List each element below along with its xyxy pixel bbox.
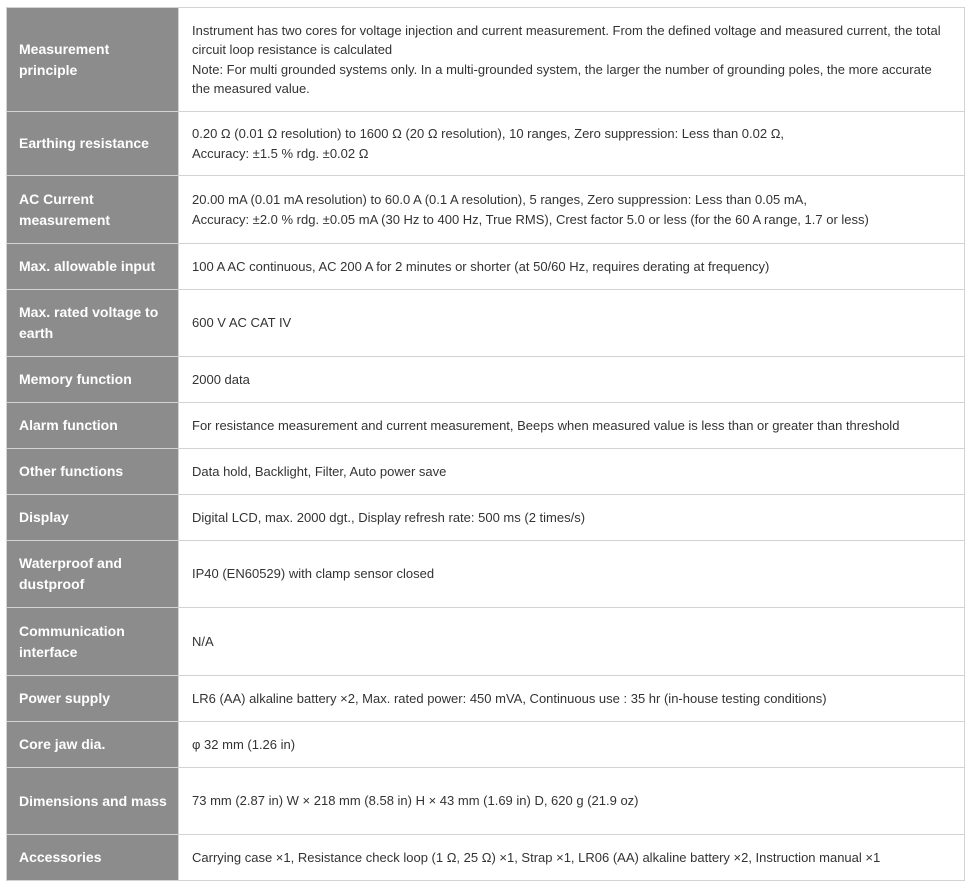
spec-label: Max. rated voltage to earth [7, 290, 179, 357]
spec-label: Alarm function [7, 403, 179, 449]
spec-row [7, 403, 965, 449]
spec-row [7, 244, 965, 290]
spec-value [179, 403, 965, 449]
spec-row [7, 176, 965, 244]
spec-value [179, 768, 965, 835]
spec-label: Power supply [7, 676, 179, 722]
spec-value-line: Digital LCD, max. 2000 dgt., Display refresh rate: 500 ms (2 times/s) [192, 509, 586, 525]
specifications-table [6, 7, 965, 881]
spec-label: Display [7, 495, 179, 541]
spec-value [179, 8, 965, 112]
spec-label: Memory function [7, 357, 179, 403]
specifications-table-body [7, 8, 965, 881]
spec-value-line: 20.00 mA (0.01 mA resolution) to 60.0 A (0.1 A resolution), 5 ranges, Zero suppression: Less than 0.05 mA, [192, 192, 807, 207]
spec-value-line: IP40 (EN60529) with clamp sensor closed [192, 566, 435, 582]
spec-row [7, 290, 965, 357]
spec-value [179, 112, 965, 176]
spec-row [7, 835, 965, 881]
spec-row [7, 676, 965, 722]
spec-value [179, 541, 965, 608]
spec-value [179, 495, 965, 541]
spec-row [7, 449, 965, 495]
spec-value [179, 290, 965, 357]
spec-value-line: LR6 (AA) alkaline battery ×2, Max. rated power: 450 mVA, Continuous use : 35 hr (in-house testing conditions) [192, 690, 827, 706]
spec-value [179, 608, 965, 676]
spec-value [179, 676, 965, 722]
spec-value-line: Accuracy: ±2.0 % rdg. ±0.05 mA (30 Hz to 400 Hz, True RMS), Crest factor 5.0 or less (for the 60 A range, 1.7 or less) [192, 211, 869, 227]
spec-value-line: Note: For multi grounded systems only. In a multi-grounded system, the larger the number of grounding poles, the more accurate the measured value. [192, 61, 932, 96]
spec-label: Core jaw dia. [7, 722, 179, 768]
spec-row [7, 112, 965, 176]
spec-row [7, 495, 965, 541]
spec-label: Waterproof and dustproof [7, 541, 179, 608]
spec-row [7, 722, 965, 768]
spec-label: Max. allowable input [7, 244, 179, 290]
spec-value-line: 2000 data [192, 371, 250, 387]
spec-value-line: 100 A AC continuous, AC 200 A for 2 minutes or shorter (at 50/60 Hz, requires derating at frequency) [192, 258, 770, 274]
spec-label: AC Current measurement [7, 176, 179, 244]
spec-value [179, 722, 965, 768]
spec-value [179, 449, 965, 495]
spec-value-line: 0.20 Ω (0.01 Ω resolution) to 1600 Ω (20 Ω resolution), 10 ranges, Zero suppression: Less than 0.02 Ω, [192, 126, 785, 141]
spec-value-line: N/A [192, 633, 214, 649]
spec-row [7, 768, 965, 835]
spec-value-line: 600 V AC CAT IV [192, 315, 292, 331]
spec-value-line: Carrying case ×1, Resistance check loop (1 Ω, 25 Ω) ×1, Strap ×1, LR06 (AA) alkaline battery ×2, Instruction manual ×1 [192, 849, 881, 865]
spec-label: Accessories [7, 835, 179, 881]
spec-value-line: For resistance measurement and current measurement, Beeps when measured value is less than or greater than threshold [192, 417, 900, 433]
spec-label: Communication interface [7, 608, 179, 676]
spec-value-line: φ 32 mm (1.26 in) [192, 736, 296, 752]
spec-value [179, 357, 965, 403]
spec-label: Measurement principle [7, 8, 179, 112]
spec-label: Other functions [7, 449, 179, 495]
spec-value-line: Accuracy: ±1.5 % rdg. ±0.02 Ω [192, 145, 369, 161]
spec-row [7, 608, 965, 676]
spec-row [7, 357, 965, 403]
spec-value-line: Instrument has two cores for voltage injection and current measurement. From the defined voltage and measured current, the total circuit loop resistance is calculated [192, 22, 941, 57]
spec-label: Earthing resistance [7, 112, 179, 176]
spec-value [179, 244, 965, 290]
spec-label: Dimensions and mass [7, 768, 179, 835]
spec-value-line: Data hold, Backlight, Filter, Auto power save [192, 463, 447, 479]
spec-value [179, 176, 965, 244]
spec-value [179, 835, 965, 881]
spec-row [7, 8, 965, 112]
spec-row [7, 541, 965, 608]
spec-value-line: 73 mm (2.87 in) W × 218 mm (8.58 in) H × 43 mm (1.69 in) D, 620 g (21.9 oz) [192, 793, 639, 809]
